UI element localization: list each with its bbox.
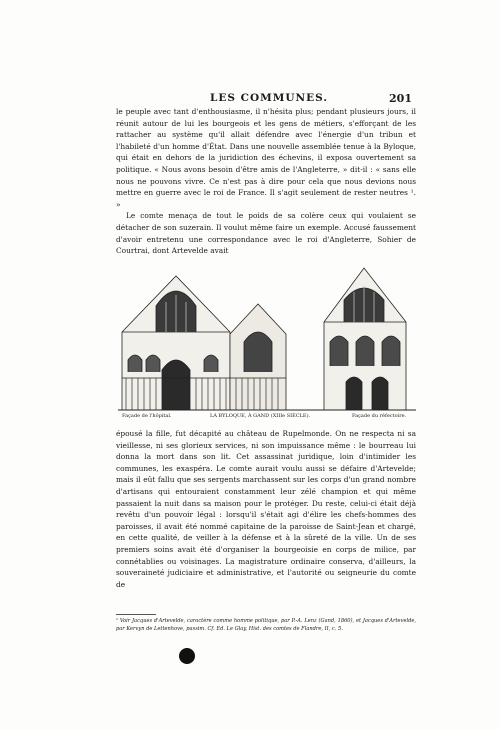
paragraph: Le comte menaça de tout le poids de sa colère ceux qui voulaient se détacher de son suzerain. Il voulut même faire un exemple. Accusé faussement d'avoir entretenu une correspondance avec le roi d'Angleterre, Sohier de Courtrai, dont Artevelde avait <box>116 211 416 256</box>
paragraph: le peuple avec tant d'enthousiasme, il n'hésita plus; pendant plusieurs jours, il réunit autour de lui les bourgeois et les gens de métiers, s'efforçant de les rattacher au système qu'il allait défendre avec l'énergie d'un tribun et l'habileté d'un homme d'État. Dans une nouvelle assemblée tenue à la Byloque, qui était en dehors de la juridiction des échevins, il exposa ouvertement sa politique. « Nous avons besoin d'être amis de l'Angleterre, » dit-il : « sans elle nous ne pouvons vivre. Ce n'est pas à dire pour cela que nous devions nous mettre en guerre avec le roi de France. Il s'agit seulement de rester neutres ¹. » <box>116 107 416 209</box>
page-number: 201 <box>389 92 412 105</box>
caption-left: Façade de l'hôpital. <box>122 413 172 419</box>
paragraph: épousé la fille, fut décapité au château de Rupelmonde. On ne respecta ni sa vieillesse, ni ses glorieux services, ni son impuissance même : le bourreau lui donna la mort dans son lit. Cet assassinat juridique, loin d'intimider les communes, les exaspéra. Le comte aurait voulu aussi se défaire d'Artevelde; mais il eût fallu que ses sergents marchassent sur les corps d'un grand nombre d'artisans qui entouraient constamment leur zélé champion et qui même passaient la nuit dans sa maison pour le protéger. Du reste, celui-ci était déjà revêtu d'un pouvoir légal : lorsqu'il s'était agi d'élire les chefs-hommes des paroisses, il avait été nommé capitaine de la paroisse de Saint-Jean et chargé, en cette qualité, de veiller à la défense et à la sûreté de la ville. Un de ses premiers soins avait été d'organiser la bourgeoisie en corps de milice, par connétablies ou voisinages. La magistrature ordinaire conserva, d'ailleurs, la souveraineté judiciaire et administrative, et l'autorité ou seigneurie du comte de <box>116 429 416 589</box>
engraving-figure <box>118 262 416 420</box>
caption-right: Façade du réfectoire. <box>352 413 407 419</box>
byloque-engraving <box>118 262 416 412</box>
footnote: ¹ Voir Jacques d'Artevelde, caractère comme homme politique, par P.-A. Lenz (Gand, 1860), et Jacques d'Artevelde, par Kervyn de Lettenhove, passim. Cf. Ed. Le Glay, Hist. des comtes de Flandre, II, c. 5. <box>116 618 416 632</box>
running-title: LES COMMUNES. <box>210 92 328 104</box>
body-text-bottom <box>116 428 416 590</box>
body-text-top <box>116 106 416 257</box>
footnote-rule <box>116 614 156 615</box>
page-header <box>118 92 412 106</box>
ink-blot <box>179 648 195 664</box>
caption-center: LA BYLOQUE, À GAND (XIIIe SIÈCLE). <box>210 413 311 419</box>
